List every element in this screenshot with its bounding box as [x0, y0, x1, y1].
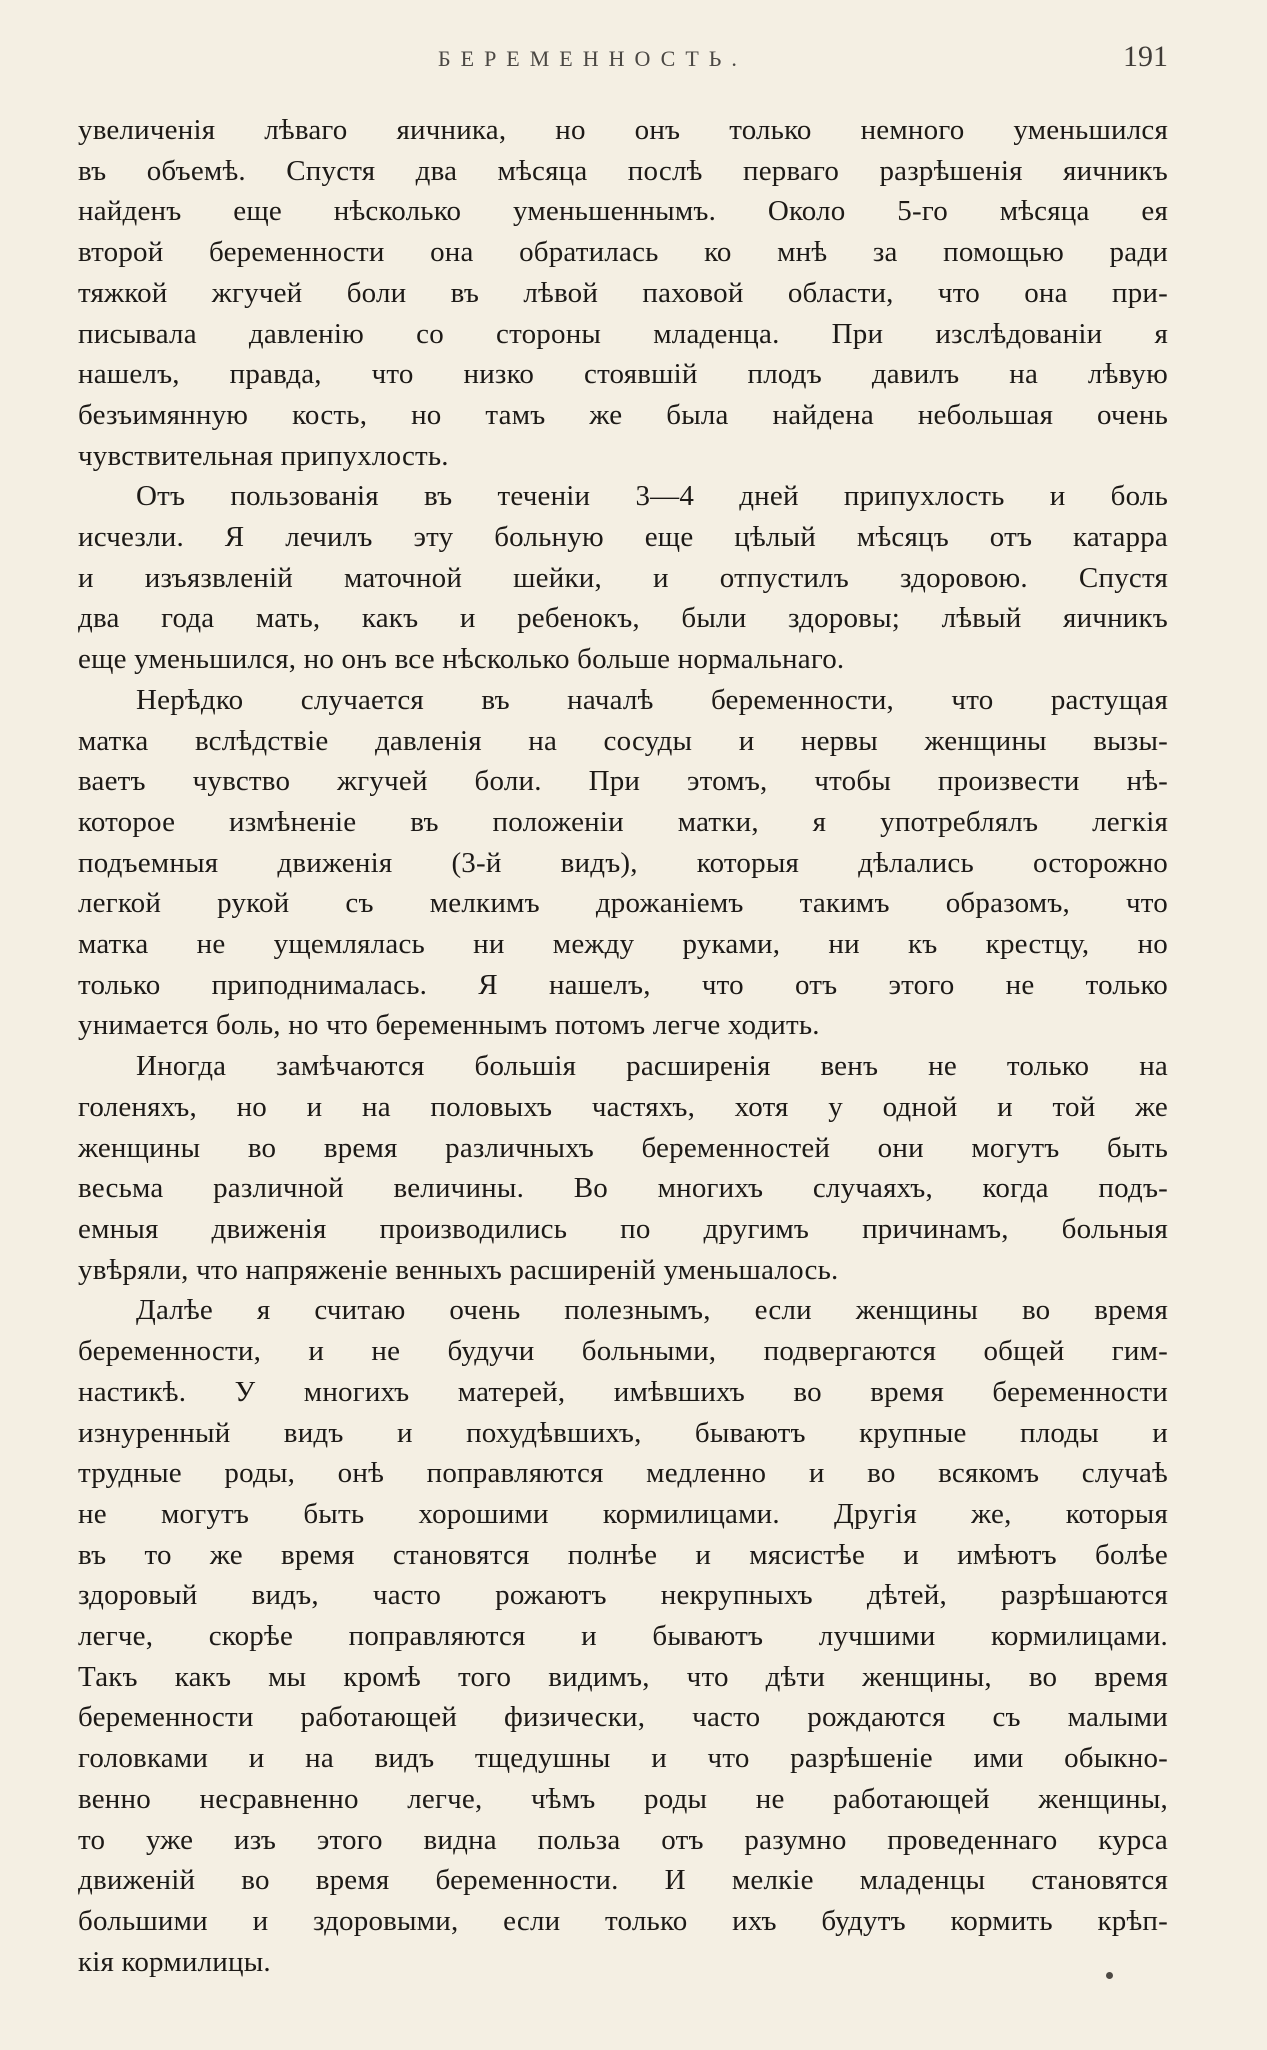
text-line: то уже изъ этого видна польза отъ разумно проведеннаго курса	[78, 1823, 1168, 1856]
paragraph-1	[78, 110, 1168, 476]
running-title: БЕРЕМЕННОСТЬ.	[438, 46, 747, 71]
page-header	[78, 40, 1168, 76]
text-line: исчезли. Я лечилъ эту больную еще цѣлый мѣсяцъ отъ катарра	[78, 521, 1168, 554]
text-line: въ то же время становятся полнѣе и мясистѣе и имѣютъ болѣе	[78, 1538, 1168, 1571]
text-line: увеличенія лѣваго яичника, но онъ только немного уменьшился	[78, 114, 1168, 146]
text-line: Такъ какъ мы кромѣ того видимъ, что дѣти женщины, во время	[78, 1660, 1168, 1693]
text-line: большими и здоровыми, если только ихъ будутъ кормить крѣп-	[78, 1904, 1168, 1937]
text-line: матка не ущемлялась ни между руками, ни къ крестцу, но	[78, 928, 1168, 961]
text-line: венно несравненно легче, чѣмъ роды не работающей женщины,	[78, 1782, 1168, 1815]
text-line: подъемныя движенія (3-й видъ), которыя дѣлались осторожно	[78, 846, 1168, 879]
text-line: трудные роды, онѣ поправляются медленно и во всякомъ случаѣ	[78, 1457, 1168, 1490]
text-line: беременности работающей физически, часто рождаются съ малыми	[78, 1701, 1168, 1734]
text-line: кія кормилицы.	[78, 1945, 271, 1978]
text-line: Отъ пользованія въ теченіи 3—4 дней припухлость и боль	[136, 480, 1168, 513]
page-body	[78, 110, 1168, 1982]
text-line: движеній во время беременности. И мелкіе младенцы становятся	[78, 1864, 1168, 1897]
text-line: изнуренный видъ и похудѣвшихъ, бываютъ крупные плоды и	[78, 1416, 1168, 1449]
print-mark	[1106, 1972, 1113, 1979]
paragraph-3	[78, 680, 1168, 1046]
text-line: матка вслѣдствіе давленія на сосуды и нервы женщины вызы-	[78, 724, 1168, 757]
text-line: легкой рукой съ мелкимъ дрожаніемъ такимъ образомъ, что	[78, 887, 1168, 920]
text-line: весьма различной величины. Во многихъ случаяхъ, когда подъ-	[78, 1172, 1168, 1205]
paragraph-5	[78, 1290, 1168, 1982]
text-line: два года мать, какъ и ребенокъ, были здоровы; лѣвый яичникъ	[78, 602, 1168, 635]
text-line: емныя движенія производились по другимъ причинамъ, больныя	[78, 1212, 1168, 1245]
text-line: настикѣ. У многихъ матерей, имѣвшихъ во время беременности	[78, 1375, 1168, 1408]
text-line: Далѣе я считаю очень полезнымъ, если женщины во время	[136, 1294, 1168, 1327]
text-line: только приподнималась. Я нашелъ, что отъ этого не только	[78, 968, 1168, 1001]
paragraph-2	[78, 476, 1168, 680]
text-line: ваетъ чувство жгучей боли. При этомъ, чтобы произвести нѣ-	[78, 765, 1168, 798]
text-line: голеняхъ, но и на половыхъ частяхъ, хотя у одной и той же	[78, 1090, 1168, 1123]
text-line: Нерѣдко случается въ началѣ беременности, что растущая	[136, 683, 1168, 716]
text-line: безъимянную кость, но тамъ же была найдена небольшая очень	[78, 398, 1168, 431]
text-line: женщины во время различныхъ беременностей они могутъ быть	[78, 1131, 1168, 1164]
paragraph-4	[78, 1046, 1168, 1290]
text-line: не могутъ быть хорошими кормилицами. Другія же, которыя	[78, 1497, 1168, 1530]
text-line: и изъязвленій маточной шейки, и отпустилъ здоровою. Спустя	[78, 561, 1168, 594]
text-line: унимается боль, но что беременнымъ потомъ легче ходить.	[78, 1009, 820, 1042]
text-line: нашелъ, правда, что низко стоявшій плодъ давилъ на лѣвую	[78, 358, 1168, 391]
text-line: второй беременности она обратилась ко мнѣ за помощью ради	[78, 236, 1168, 269]
text-line: легче, скорѣе поправляются и бываютъ лучшими кормилицами.	[78, 1620, 1168, 1653]
text-line: писывала давленію со стороны младенца. При изслѣдованіи я	[78, 317, 1168, 350]
text-line: здоровый видъ, часто рожаютъ некрупныхъ дѣтей, разрѣшаются	[78, 1579, 1168, 1612]
text-line: увѣряли, что напряженіе венныхъ расширеній уменьшалось.	[78, 1253, 839, 1286]
text-line: беременности, и не будучи больными, подвергаются общей гим-	[78, 1335, 1168, 1368]
text-line: въ объемѣ. Спустя два мѣсяца послѣ перваго разрѣшенія яичникъ	[78, 154, 1168, 187]
text-line: еще уменьшился, но онъ все нѣсколько больше нормальнаго.	[78, 643, 845, 676]
text-line: найденъ еще нѣсколько уменьшеннымъ. Около 5-го мѣсяца ея	[78, 195, 1168, 228]
text-line: Иногда замѣчаются большія расширенія венъ не только на	[136, 1050, 1168, 1083]
text-line: чувствительная припухлость.	[78, 439, 449, 472]
page-number: 191	[1123, 40, 1168, 73]
text-line: головками и на видъ тщедушны и что разрѣшеніе ими обыкно-	[78, 1742, 1168, 1775]
text-line: которое измѣненіе въ положеніи матки, я употреблялъ легкія	[78, 805, 1168, 838]
text-line: тяжкой жгучей боли въ лѣвой паховой области, что она при-	[78, 276, 1168, 309]
